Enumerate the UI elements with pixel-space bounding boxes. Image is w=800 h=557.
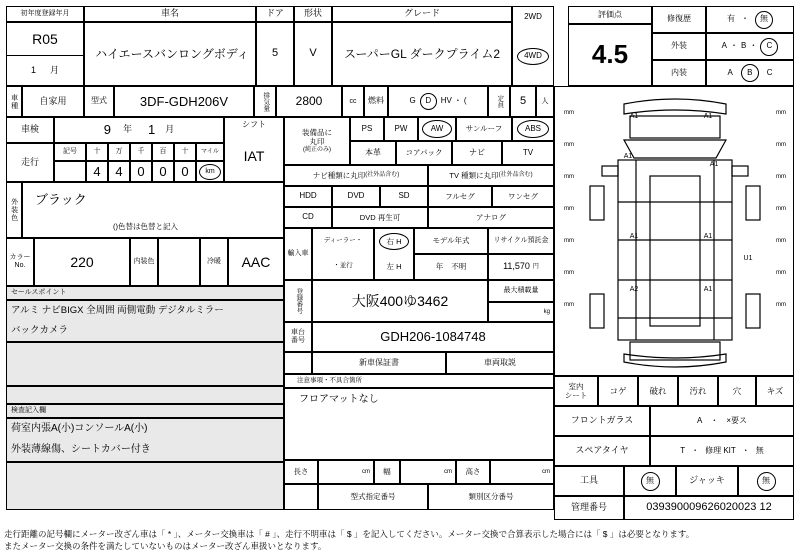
nav-dvd-play: DVD 再生可 [332, 207, 428, 228]
repair-sep: ・ [741, 14, 749, 24]
mm-label-l1: mm [564, 109, 574, 116]
tv-fullseg: フルセグ [428, 186, 492, 207]
reg-year-text: R05 [32, 30, 58, 47]
model-year-label: モデル年式 [414, 228, 488, 254]
height-unit: cm [542, 468, 550, 475]
mm-label-r4: mm [776, 205, 786, 212]
ac-value [228, 238, 284, 286]
fuel-opt-d-selected: D [420, 93, 437, 110]
interior-opt-a: A [727, 67, 733, 77]
mm-label-l5: mm [564, 237, 574, 244]
reg-year-value [6, 22, 84, 55]
eval-score [568, 24, 652, 86]
model-year-value [414, 254, 488, 280]
import-label-text: 輸入車 [287, 249, 309, 257]
odometer-value-1: 4 [108, 161, 130, 182]
inspection-year-unit: 年 [122, 124, 132, 135]
color-change-note [22, 216, 284, 238]
mm-label-r7: mm [776, 301, 786, 308]
spare-tire-label: スペアタイヤ [554, 436, 650, 466]
color-no-label [6, 238, 34, 286]
interior-item-yogore: 汚れ [678, 376, 718, 406]
diagram-mark-a1-7: A1 [703, 286, 713, 294]
recycle-unit: 円 [532, 263, 539, 270]
type-no-blank [284, 484, 318, 510]
max-load-unit: kg [543, 308, 550, 315]
check-blank [6, 462, 284, 510]
equip-corepack: コアパック [396, 141, 452, 165]
mm-label-l7: mm [564, 301, 574, 308]
mm-label-r5: mm [776, 237, 786, 244]
grade-value: スーパーGL ダークプライム2 [332, 22, 512, 86]
exterior-opt-a: A [721, 41, 727, 51]
drive-4wd-selected: 4WD [517, 48, 549, 65]
manual-cell: 車両取説 [446, 352, 554, 374]
nav-dvd: DVD [332, 186, 380, 207]
drive-4wd-cell [512, 28, 554, 86]
displacement-label [254, 86, 276, 117]
mm-label-r2: mm [776, 141, 786, 148]
class-no-label: 類別区分番号 [428, 484, 554, 510]
equip-abs-selected: ABS [517, 120, 549, 138]
reg-month-unit: 月 [50, 64, 60, 75]
check-line2: 外装薄線傷、シートカバー付き [6, 440, 284, 462]
length-value [318, 460, 374, 484]
tv-type-note: (社外品含む) [498, 172, 533, 179]
footer-line1: 走行距離の記号欄にメーター改ざん車は「 * 」、メーター交換車は「 # 」、走行不明車は「 $ 」を記入してください。メーター交換で合算表示した場合には「 $ 」は必要となります。 [4, 529, 695, 539]
mm-label-l6: mm [564, 269, 574, 276]
diagram-mark-u1: U1 [743, 255, 753, 263]
tv-type-title [428, 165, 554, 186]
mgmt-number-value [624, 496, 794, 520]
shape-label: 形状 [294, 6, 332, 22]
color-no-value-text: 220 [70, 253, 94, 270]
tools-value [624, 466, 676, 496]
inspection-month-unit: 月 [165, 124, 175, 135]
interior-opt-c: C [766, 67, 773, 77]
recycle-label: リサイクル預託金 [488, 228, 554, 254]
equip-aw [418, 117, 456, 141]
inspection-date [54, 117, 224, 143]
footer-line2: またメーター交換の条件を満たしていないものはメーター改ざん車扱いとなります。 [4, 541, 327, 552]
equip-ps: PS [350, 117, 384, 141]
ac-label [200, 238, 228, 286]
fuel-label: 燃料 [364, 86, 388, 117]
exterior-opt-b: B [741, 41, 747, 51]
exterior-label: 外装 [652, 33, 706, 60]
reg-number-label-text: 登録番号 [295, 288, 303, 314]
max-load-value [488, 302, 554, 322]
repair-value [706, 6, 794, 33]
equip-sunroof: サンルーフ [456, 117, 512, 141]
ac-value-text: AAC [241, 253, 271, 270]
odometer-mark-cell [54, 161, 86, 182]
equip-abs [512, 117, 554, 141]
mm-label-r3: mm [776, 173, 786, 180]
diagram-mark-a1-2: A1 [703, 113, 713, 121]
equip-aw-selected: AW [422, 120, 452, 138]
spare-tire-t: T [680, 445, 686, 455]
height-label: 高さ [456, 460, 490, 484]
diagram-mark-a1-3: A1 [623, 153, 633, 161]
check-line1: 荷室内張A(小)コンソールA(小) [6, 418, 284, 440]
tv-type-title-text: TV 種類に丸印 [449, 170, 499, 180]
odometer-digit-label-1: 万 [108, 143, 130, 161]
tools-none-selected: 無 [641, 472, 660, 491]
car-name-label: 車名 [84, 6, 256, 22]
fuel-opt-g: G [409, 96, 416, 106]
fuel-opt-paren: ( [463, 96, 467, 106]
max-load-label: 最大積載量 [488, 280, 554, 302]
grade-label: グレード [332, 6, 512, 22]
nav-type-title [284, 165, 428, 186]
sales-point-line1: アルミ ナビBIGX 全周囲 両側電動 デジタルミラー [6, 300, 284, 321]
spare-tire-kit: 修理 KIT [705, 445, 736, 455]
interior-item-koge: コゲ [598, 376, 638, 406]
inspection-month: 1 [148, 122, 156, 138]
diagram-mark-a2: A2 [629, 286, 639, 294]
model-label: 型式 [84, 86, 114, 117]
fuel-opt-hv: HV [440, 96, 452, 106]
length-label: 長さ [284, 460, 318, 484]
reg-number-label [284, 280, 312, 322]
sales-point-title: セールスポイント [6, 286, 284, 300]
sales-point-blank [6, 342, 284, 386]
odometer-value-2: 0 [130, 161, 152, 182]
jack-label: ジャッキ [676, 466, 738, 496]
reg-number-value-text: 大阪400ゆ3462 [351, 292, 449, 309]
import-rh-selected: 右 H [379, 233, 409, 250]
ext-color-value: ブラック [22, 182, 284, 216]
import-dealer [312, 228, 374, 254]
capacity-label [488, 86, 510, 117]
diagram-mark-a1-1: A1 [629, 113, 639, 121]
int-color-label-l1: 内装色 [133, 257, 155, 265]
disp-label-text: 排気量 [262, 91, 270, 112]
mile-label: マイル [196, 143, 224, 161]
diagram-mark-a1-6: A1 [703, 233, 713, 241]
front-glass-a: A [696, 415, 703, 425]
import-parallel: ・並行 [312, 254, 374, 280]
equipment-title-line2: 丸印 [309, 137, 325, 147]
repair-no-selected: 無 [755, 11, 773, 29]
chassis-value-text: GDH206-1084748 [380, 329, 486, 345]
odometer-value-0: 4 [86, 161, 108, 182]
front-glass-sep: ・ [710, 415, 719, 425]
diagram-mark-a1-5: A1 [629, 233, 639, 241]
mm-label-l4: mm [564, 205, 574, 212]
shift-value-text: IAT [243, 148, 265, 165]
import-lh: 左 H [374, 254, 414, 280]
nav-type-note: (社外品含む) [365, 172, 400, 179]
shift-label: シフト [224, 117, 284, 132]
inspection-year: 9 [103, 122, 111, 138]
mgmt-number-label: 管理番号 [554, 496, 624, 520]
nav-cd: CD [284, 207, 332, 228]
width-unit: cm [444, 468, 452, 475]
odometer-value-3: 0 [152, 161, 174, 182]
chassis-label [284, 322, 312, 352]
chassis-label-l1: 車台 [291, 328, 305, 336]
ext-color-label: 外装色 [6, 182, 22, 238]
repair-label: 修復歴 [652, 6, 706, 33]
odometer-digit-label-2: 千 [130, 143, 152, 161]
mm-label-r6: mm [776, 269, 786, 276]
import-rh [374, 228, 414, 254]
eval-score-value: 4.5 [591, 39, 629, 70]
tools-label: 工具 [554, 466, 624, 496]
color-no-label-l1: カラー [9, 253, 31, 261]
interior-seat-l2: シート [564, 391, 588, 400]
interior-opt-b-selected: B [741, 64, 759, 82]
jack-none-selected: 無 [757, 472, 776, 491]
nav-hdd: HDD [284, 186, 332, 207]
model-year-unit: 年 [435, 262, 444, 272]
reg-month-value [6, 55, 84, 86]
km-unit-selected: km [199, 164, 221, 180]
spare-tire-sep2: ・ [741, 445, 750, 455]
model-value [114, 86, 254, 117]
cap-label-text: 定員 [496, 95, 504, 108]
interior-item-ana: 穴 [718, 376, 756, 406]
equipment-title-line1: 装備品に [302, 127, 332, 137]
length-unit: cm [362, 468, 370, 475]
capacity-unit: 人 [536, 86, 554, 117]
door-label: ドア [256, 6, 294, 22]
color-no-label-l2: No. [14, 262, 26, 269]
tv-oneseg: ワンセグ [492, 186, 554, 207]
shift-value [224, 132, 284, 182]
spare-tire-none: 無 [755, 445, 764, 455]
import-dealer-text: ディーラー [323, 237, 356, 245]
shape-value: V [294, 22, 332, 86]
nav-sd: SD [380, 186, 428, 207]
import-dealer-sep: ・ [355, 237, 363, 245]
recycle-value [488, 254, 554, 280]
interior-item-yabure: 破れ [638, 376, 678, 406]
interior-seat-label [554, 376, 598, 406]
mm-label-l2: mm [564, 141, 574, 148]
fuel-opt-sep: ・ [453, 96, 462, 106]
interior-item-kizu: キズ [756, 376, 794, 406]
floor-mat-note: フロアマットなし [284, 388, 554, 460]
exterior-opt-c-selected: C [760, 38, 778, 56]
equipment-title [284, 117, 350, 165]
equip-tv: TV [502, 141, 554, 165]
displacement-unit: cc [342, 86, 364, 117]
equip-pw: PW [384, 117, 418, 141]
sales-point-line2: バックカメラ [6, 321, 284, 342]
new-warranty-cell: 新車保証書 [312, 352, 446, 374]
use-value: 自家用 [22, 86, 84, 117]
odometer-digit-label-4: 十 [174, 143, 196, 161]
door-value: 5 [256, 22, 294, 86]
model-value-text: 3DF-GDH206V [139, 93, 229, 109]
equipment-title-note: (純正のみ) [303, 146, 331, 153]
exterior-value: A ・ B ・ C [706, 33, 794, 60]
int-color-label [130, 238, 158, 286]
footer-notes [4, 528, 794, 553]
odometer-digit-label-0: 十 [86, 143, 108, 161]
front-glass-label: フロントガラス [554, 406, 650, 436]
width-label: 幅 [374, 460, 400, 484]
equip-navi: ナビ [452, 141, 502, 165]
car-schematic [584, 90, 766, 374]
reg-number-value [312, 280, 488, 322]
equip-leather: 本革 [350, 141, 396, 165]
mm-label-r1: mm [776, 109, 786, 116]
interior-label: 内装 [652, 60, 706, 86]
color-note-text: )色替は色替と記入 [115, 221, 178, 231]
displacement-value [276, 86, 342, 117]
reg-month-text: 1 [30, 64, 36, 75]
height-value [490, 460, 554, 484]
mm-label-l3: mm [564, 173, 574, 180]
color-no-value [34, 238, 130, 286]
odometer-digit-label-3: 百 [152, 143, 174, 161]
car-name-value: ハイエースバンロングボディ [84, 22, 256, 86]
eval-title: 評価点 [568, 6, 652, 24]
type-no-label: 型式指定番号 [318, 484, 428, 510]
recycle-value-text: 11,570 [503, 261, 530, 272]
check-label: 検査記入欄 [6, 404, 284, 418]
color-note-open: ( [113, 221, 116, 231]
int-color-value [158, 238, 200, 286]
ac-label-text: 冷暖 [207, 258, 221, 266]
chassis-label-l2: 番号 [291, 337, 305, 344]
drive-2wd-label: 2WD [512, 6, 554, 28]
capacity-value: 5 [510, 86, 536, 117]
width-value [400, 460, 456, 484]
use-label: 車種 [6, 86, 22, 117]
interior-seat-l1: 室内 [568, 382, 584, 391]
caution-label: 注意事項・不具合箇所 [284, 374, 554, 388]
odometer-digit-label-mark: 記号 [54, 143, 86, 161]
front-glass-x: ×要ス [726, 415, 747, 425]
spare-tire-sep1: ・ [691, 445, 700, 455]
warranty-blank-left [284, 352, 312, 374]
model-year-unknown: 不明 [451, 262, 467, 272]
odometer-value-4: 0 [174, 161, 196, 182]
diagram-mark-a1-4: A1 [709, 161, 719, 169]
tv-analog: アナログ [428, 207, 554, 228]
first-reg-label: 初年度登録年月 [6, 6, 84, 22]
odometer-unit-cell [196, 161, 224, 182]
repair-yes: 有 [727, 14, 735, 24]
disp-value-text: 2800 [295, 94, 323, 109]
import-label [284, 228, 312, 280]
front-glass-value [650, 406, 794, 436]
interior-value [706, 60, 794, 86]
check-blank2 [6, 386, 284, 404]
chassis-value [312, 322, 554, 352]
nav-type-title-text: ナビ種類に丸印 [312, 170, 366, 180]
odometer-label: 走行 [6, 143, 54, 182]
spare-tire-value [650, 436, 794, 466]
jack-value [738, 466, 794, 496]
mgmt-number-text: 039390009626020023 12 [646, 501, 772, 514]
inspection-label: 車検 [6, 117, 54, 143]
fuel-value [388, 86, 488, 117]
